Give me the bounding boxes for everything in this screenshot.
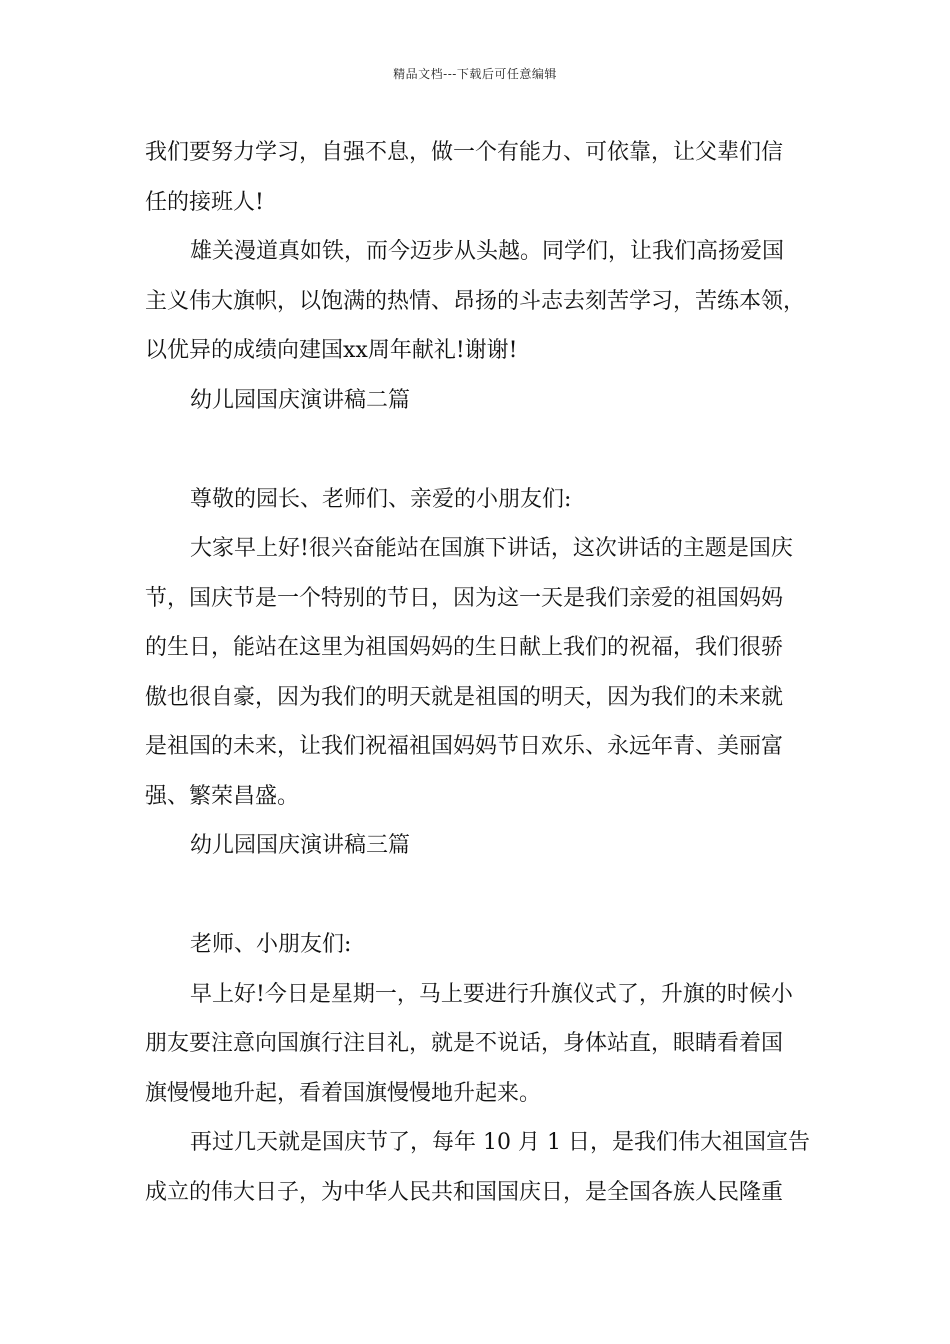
- text-line: 强、繁荣昌盛。: [145, 783, 300, 809]
- blank-line: [145, 871, 815, 921]
- text-line: 早上好!今日是星期一，马上要进行升旗仪式了，升旗的时候小: [190, 981, 793, 1007]
- text-line: 任的接班人!: [145, 189, 264, 215]
- text-line: 雄关漫道真如铁，而今迈步从头越。同学们，让我们高扬爱国: [190, 239, 785, 264]
- document-body: [145, 128, 815, 1217]
- text-line: 旗慢慢地升起，看着国旗慢慢地升起来。: [145, 1080, 542, 1106]
- text-line: 我们要努力学习，自强不息，做一个有能力、可依靠，让父辈们信: [145, 140, 784, 165]
- text-line: 以优异的成绩向建国xx周年献礼!谢谢!: [145, 338, 518, 363]
- text-line: 主义伟大旗帜，以饱满的热情、昂扬的斗志去刻苦学习，苦练本领，: [145, 288, 806, 314]
- text-line: 的生日，能站在这里为祖国妈妈的生日献上我们的祝福，我们很骄: [145, 635, 784, 660]
- text-line: 节，国庆节是一个特别的节日，因为这一天是我们亲爱的祖国妈妈: [145, 585, 784, 611]
- salutation: 尊敬的园长、老师们、亲爱的小朋友们:: [190, 486, 572, 512]
- section-heading: 幼儿园国庆演讲稿二篇: [190, 387, 411, 413]
- text-line: 成立的伟大日子，为中华人民共和国国庆日，是全国各族人民隆重: [145, 1179, 784, 1205]
- page-header: 精品文档---下载后可任意编辑: [393, 67, 557, 81]
- text-line: 朋友要注意向国旗行注目礼，就是不说话，身体站直，眼睛看着国: [145, 1031, 784, 1056]
- blank-line: [145, 425, 815, 475]
- section-heading: 幼儿园国庆演讲稿三篇: [190, 833, 411, 858]
- text-line: 大家早上好!很兴奋能站在国旗下讲话，这次讲话的主题是国庆: [190, 536, 793, 561]
- text-line: 傲也很自豪，因为我们的明天就是祖国的明天，因为我们的未来就: [145, 684, 784, 710]
- text-line: 再过几天就是国庆节了，每年 10 月 1 日，是我们伟大祖国宣告: [190, 1130, 810, 1155]
- text-line: 是祖国的未来，让我们祝福祖国妈妈节日欢乐、永远年青、美丽富: [145, 734, 784, 759]
- salutation: 老师、小朋友们:: [190, 932, 352, 957]
